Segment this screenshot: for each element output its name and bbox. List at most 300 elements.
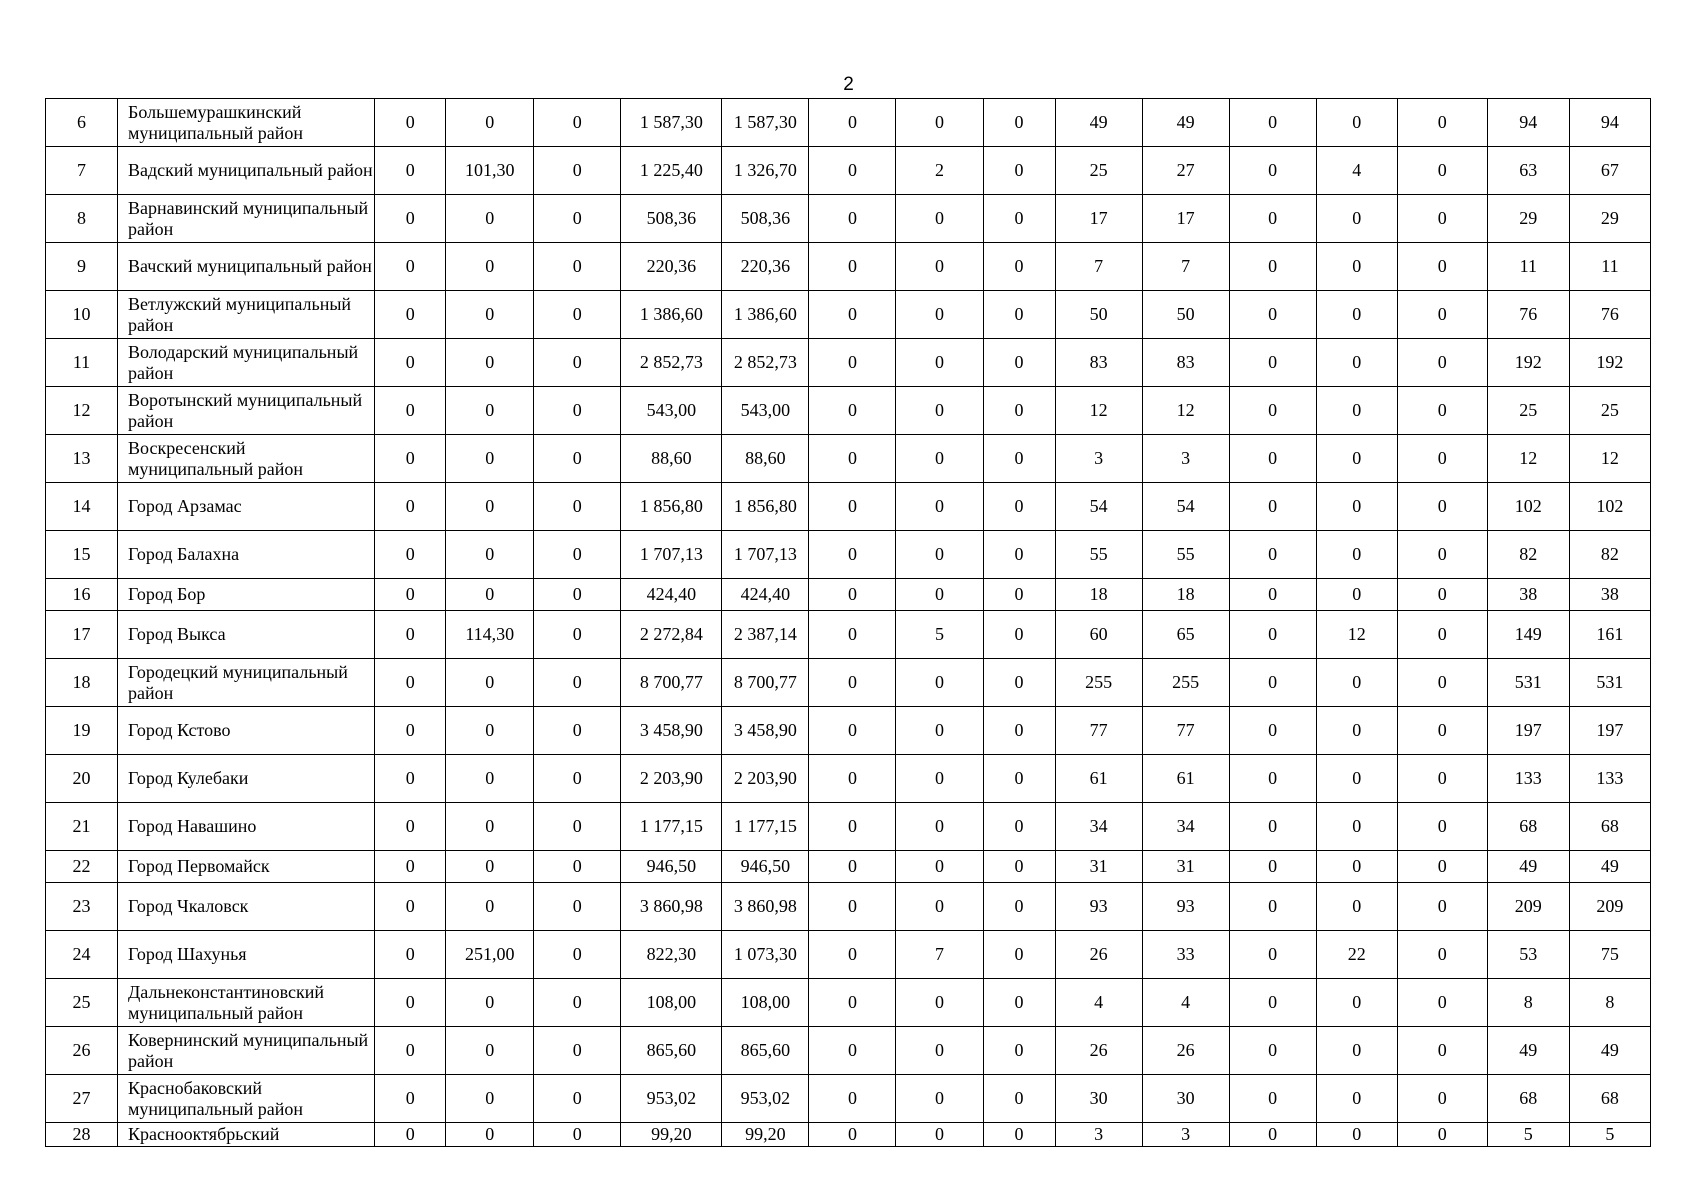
value-cell-c13: 0	[1397, 387, 1487, 435]
municipality-name: Город Бор	[118, 579, 375, 611]
value-cell-c9: 255	[1055, 659, 1142, 707]
value-cell-c2: 0	[446, 195, 534, 243]
value-cell-c14: 5	[1487, 1123, 1569, 1147]
value-cell-c15: 38	[1569, 579, 1650, 611]
value-cell-c7: 0	[896, 883, 983, 931]
value-cell-c8: 0	[983, 195, 1055, 243]
table-row	[46, 611, 1651, 659]
value-cell-c4: 2 203,90	[621, 755, 722, 803]
value-cell-c12: 0	[1316, 339, 1397, 387]
table-row	[46, 339, 1651, 387]
value-cell-c8: 0	[983, 531, 1055, 579]
value-cell-c6: 0	[809, 243, 896, 291]
value-cell-c10: 17	[1142, 195, 1229, 243]
table-row	[46, 147, 1651, 195]
value-cell-c10: 30	[1142, 1075, 1229, 1123]
value-cell-c4: 3 860,98	[621, 883, 722, 931]
value-cell-c6: 0	[809, 339, 896, 387]
value-cell-c1: 0	[375, 1123, 446, 1147]
value-cell-c14: 11	[1487, 243, 1569, 291]
value-cell-c15: 68	[1569, 803, 1650, 851]
value-cell-c12: 0	[1316, 579, 1397, 611]
row-number: 26	[46, 1027, 118, 1075]
value-cell-c15: 25	[1569, 387, 1650, 435]
value-cell-c6: 0	[809, 531, 896, 579]
value-cell-c9: 25	[1055, 147, 1142, 195]
value-cell-c13: 0	[1397, 979, 1487, 1027]
value-cell-c8: 0	[983, 339, 1055, 387]
table-row	[46, 851, 1651, 883]
table-row	[46, 979, 1651, 1027]
value-cell-c4: 865,60	[621, 1027, 722, 1075]
value-cell-c14: 12	[1487, 435, 1569, 483]
value-cell-c1: 0	[375, 483, 446, 531]
value-cell-c14: 133	[1487, 755, 1569, 803]
value-cell-c8: 0	[983, 1123, 1055, 1147]
value-cell-c1: 0	[375, 755, 446, 803]
value-cell-c8: 0	[983, 659, 1055, 707]
value-cell-c2: 0	[446, 387, 534, 435]
value-cell-c12: 0	[1316, 851, 1397, 883]
value-cell-c15: 76	[1569, 291, 1650, 339]
value-cell-c5: 8 700,77	[722, 659, 809, 707]
table-row	[46, 195, 1651, 243]
value-cell-c3: 0	[534, 579, 621, 611]
value-cell-c2: 101,30	[446, 147, 534, 195]
value-cell-c5: 99,20	[722, 1123, 809, 1147]
value-cell-c10: 50	[1142, 291, 1229, 339]
value-cell-c7: 5	[896, 611, 983, 659]
value-cell-c10: 61	[1142, 755, 1229, 803]
value-cell-c7: 7	[896, 931, 983, 979]
value-cell-c15: 68	[1569, 1075, 1650, 1123]
value-cell-c9: 4	[1055, 979, 1142, 1027]
row-number: 15	[46, 531, 118, 579]
value-cell-c9: 34	[1055, 803, 1142, 851]
value-cell-c7: 0	[896, 243, 983, 291]
table-row	[46, 755, 1651, 803]
row-number: 6	[46, 99, 118, 147]
value-cell-c2: 0	[446, 435, 534, 483]
value-cell-c3: 0	[534, 195, 621, 243]
value-cell-c12: 0	[1316, 531, 1397, 579]
value-cell-c11: 0	[1229, 243, 1316, 291]
value-cell-c12: 0	[1316, 707, 1397, 755]
value-cell-c10: 83	[1142, 339, 1229, 387]
municipality-name: Город Чкаловск	[118, 883, 375, 931]
value-cell-c1: 0	[375, 291, 446, 339]
value-cell-c11: 0	[1229, 1123, 1316, 1147]
row-number: 27	[46, 1075, 118, 1123]
value-cell-c4: 108,00	[621, 979, 722, 1027]
value-cell-c6: 0	[809, 147, 896, 195]
value-cell-c4: 1 707,13	[621, 531, 722, 579]
value-cell-c7: 0	[896, 387, 983, 435]
row-number: 19	[46, 707, 118, 755]
value-cell-c9: 3	[1055, 435, 1142, 483]
value-cell-c13: 0	[1397, 291, 1487, 339]
value-cell-c6: 0	[809, 435, 896, 483]
value-cell-c10: 27	[1142, 147, 1229, 195]
row-number: 21	[46, 803, 118, 851]
value-cell-c7: 0	[896, 707, 983, 755]
value-cell-c15: 94	[1569, 99, 1650, 147]
value-cell-c5: 3 860,98	[722, 883, 809, 931]
value-cell-c15: 192	[1569, 339, 1650, 387]
value-cell-c4: 1 177,15	[621, 803, 722, 851]
value-cell-c8: 0	[983, 99, 1055, 147]
value-cell-c13: 0	[1397, 611, 1487, 659]
value-cell-c7: 2	[896, 147, 983, 195]
value-cell-c9: 54	[1055, 483, 1142, 531]
municipality-name: Городецкий муниципальный район	[118, 659, 375, 707]
value-cell-c1: 0	[375, 1075, 446, 1123]
value-cell-c9: 26	[1055, 931, 1142, 979]
value-cell-c15: 49	[1569, 851, 1650, 883]
value-cell-c4: 220,36	[621, 243, 722, 291]
row-number: 25	[46, 979, 118, 1027]
value-cell-c9: 3	[1055, 1123, 1142, 1147]
value-cell-c3: 0	[534, 243, 621, 291]
value-cell-c8: 0	[983, 387, 1055, 435]
value-cell-c13: 0	[1397, 579, 1487, 611]
row-number: 28	[46, 1123, 118, 1147]
value-cell-c6: 0	[809, 883, 896, 931]
value-cell-c9: 12	[1055, 387, 1142, 435]
value-cell-c12: 0	[1316, 1123, 1397, 1147]
value-cell-c11: 0	[1229, 291, 1316, 339]
value-cell-c1: 0	[375, 99, 446, 147]
value-cell-c6: 0	[809, 195, 896, 243]
value-cell-c11: 0	[1229, 339, 1316, 387]
value-cell-c8: 0	[983, 147, 1055, 195]
value-cell-c13: 0	[1397, 1027, 1487, 1075]
value-cell-c5: 543,00	[722, 387, 809, 435]
value-cell-c1: 0	[375, 979, 446, 1027]
value-cell-c4: 1 587,30	[621, 99, 722, 147]
value-cell-c6: 0	[809, 483, 896, 531]
value-cell-c10: 3	[1142, 1123, 1229, 1147]
value-cell-c14: 102	[1487, 483, 1569, 531]
value-cell-c8: 0	[983, 579, 1055, 611]
municipality-name: Володарский муниципальный район	[118, 339, 375, 387]
value-cell-c5: 88,60	[722, 435, 809, 483]
value-cell-c12: 0	[1316, 755, 1397, 803]
value-cell-c1: 0	[375, 147, 446, 195]
value-cell-c1: 0	[375, 1027, 446, 1075]
value-cell-c5: 1 587,30	[722, 99, 809, 147]
value-cell-c4: 946,50	[621, 851, 722, 883]
value-cell-c13: 0	[1397, 339, 1487, 387]
value-cell-c12: 0	[1316, 387, 1397, 435]
value-cell-c15: 5	[1569, 1123, 1650, 1147]
value-cell-c11: 0	[1229, 483, 1316, 531]
value-cell-c12: 0	[1316, 1027, 1397, 1075]
value-cell-c3: 0	[534, 1027, 621, 1075]
value-cell-c9: 7	[1055, 243, 1142, 291]
value-cell-c12: 0	[1316, 99, 1397, 147]
value-cell-c3: 0	[534, 883, 621, 931]
value-cell-c5: 108,00	[722, 979, 809, 1027]
value-cell-c9: 55	[1055, 531, 1142, 579]
row-number: 13	[46, 435, 118, 483]
value-cell-c13: 0	[1397, 659, 1487, 707]
value-cell-c14: 149	[1487, 611, 1569, 659]
value-cell-c3: 0	[534, 483, 621, 531]
value-cell-c10: 49	[1142, 99, 1229, 147]
value-cell-c11: 0	[1229, 1075, 1316, 1123]
value-cell-c14: 49	[1487, 1027, 1569, 1075]
table-row	[46, 243, 1651, 291]
row-number: 7	[46, 147, 118, 195]
value-cell-c7: 0	[896, 291, 983, 339]
municipality-name: Воротынский муниципальный район	[118, 387, 375, 435]
value-cell-c13: 0	[1397, 435, 1487, 483]
value-cell-c4: 1 856,80	[621, 483, 722, 531]
table-row	[46, 803, 1651, 851]
value-cell-c5: 1 386,60	[722, 291, 809, 339]
value-cell-c14: 53	[1487, 931, 1569, 979]
value-cell-c7: 0	[896, 339, 983, 387]
value-cell-c12: 0	[1316, 435, 1397, 483]
row-number: 23	[46, 883, 118, 931]
value-cell-c15: 75	[1569, 931, 1650, 979]
municipality-name: Ковернинский муниципальный район	[118, 1027, 375, 1075]
value-cell-c3: 0	[534, 147, 621, 195]
value-cell-c5: 1 326,70	[722, 147, 809, 195]
value-cell-c2: 0	[446, 803, 534, 851]
value-cell-c15: 161	[1569, 611, 1650, 659]
value-cell-c10: 55	[1142, 531, 1229, 579]
value-cell-c11: 0	[1229, 883, 1316, 931]
value-cell-c3: 0	[534, 387, 621, 435]
value-cell-c13: 0	[1397, 531, 1487, 579]
municipality-name: Вадский муниципальный район	[118, 147, 375, 195]
value-cell-c6: 0	[809, 611, 896, 659]
value-cell-c13: 0	[1397, 99, 1487, 147]
value-cell-c1: 0	[375, 611, 446, 659]
municipality-name: Город Шахунья	[118, 931, 375, 979]
value-cell-c14: 76	[1487, 291, 1569, 339]
value-cell-c11: 0	[1229, 803, 1316, 851]
value-cell-c10: 54	[1142, 483, 1229, 531]
value-cell-c11: 0	[1229, 851, 1316, 883]
value-cell-c4: 2 272,84	[621, 611, 722, 659]
value-cell-c11: 0	[1229, 931, 1316, 979]
value-cell-c14: 63	[1487, 147, 1569, 195]
value-cell-c14: 49	[1487, 851, 1569, 883]
value-cell-c6: 0	[809, 291, 896, 339]
municipality-name: Дальнеконстантиновский муниципальный район	[118, 979, 375, 1027]
value-cell-c11: 0	[1229, 387, 1316, 435]
value-cell-c3: 0	[534, 659, 621, 707]
value-cell-c12: 0	[1316, 291, 1397, 339]
table-row	[46, 579, 1651, 611]
value-cell-c7: 0	[896, 99, 983, 147]
value-cell-c9: 49	[1055, 99, 1142, 147]
value-cell-c3: 0	[534, 1075, 621, 1123]
row-number: 20	[46, 755, 118, 803]
value-cell-c3: 0	[534, 755, 621, 803]
value-cell-c15: 197	[1569, 707, 1650, 755]
value-cell-c3: 0	[534, 707, 621, 755]
value-cell-c7: 0	[896, 803, 983, 851]
data-table	[45, 98, 1651, 1147]
value-cell-c7: 0	[896, 1027, 983, 1075]
value-cell-c7: 0	[896, 483, 983, 531]
value-cell-c8: 0	[983, 1075, 1055, 1123]
value-cell-c5: 220,36	[722, 243, 809, 291]
value-cell-c15: 8	[1569, 979, 1650, 1027]
value-cell-c14: 25	[1487, 387, 1569, 435]
value-cell-c5: 3 458,90	[722, 707, 809, 755]
value-cell-c13: 0	[1397, 483, 1487, 531]
value-cell-c8: 0	[983, 851, 1055, 883]
value-cell-c15: 29	[1569, 195, 1650, 243]
value-cell-c10: 255	[1142, 659, 1229, 707]
value-cell-c2: 114,30	[446, 611, 534, 659]
value-cell-c6: 0	[809, 1075, 896, 1123]
value-cell-c13: 0	[1397, 1075, 1487, 1123]
value-cell-c3: 0	[534, 291, 621, 339]
value-cell-c8: 0	[983, 707, 1055, 755]
value-cell-c13: 0	[1397, 1123, 1487, 1147]
table-row	[46, 1027, 1651, 1075]
value-cell-c6: 0	[809, 851, 896, 883]
value-cell-c12: 22	[1316, 931, 1397, 979]
value-cell-c10: 18	[1142, 579, 1229, 611]
value-cell-c8: 0	[983, 243, 1055, 291]
table-row	[46, 291, 1651, 339]
value-cell-c10: 31	[1142, 851, 1229, 883]
value-cell-c1: 0	[375, 707, 446, 755]
row-number: 17	[46, 611, 118, 659]
value-cell-c1: 0	[375, 531, 446, 579]
value-cell-c12: 0	[1316, 883, 1397, 931]
value-cell-c4: 424,40	[621, 579, 722, 611]
value-cell-c2: 0	[446, 243, 534, 291]
row-number: 24	[46, 931, 118, 979]
value-cell-c10: 7	[1142, 243, 1229, 291]
value-cell-c2: 0	[446, 883, 534, 931]
value-cell-c13: 0	[1397, 851, 1487, 883]
value-cell-c11: 0	[1229, 755, 1316, 803]
value-cell-c11: 0	[1229, 531, 1316, 579]
value-cell-c6: 0	[809, 931, 896, 979]
value-cell-c6: 0	[809, 755, 896, 803]
value-cell-c6: 0	[809, 803, 896, 851]
value-cell-c9: 60	[1055, 611, 1142, 659]
municipality-name: Город Выкса	[118, 611, 375, 659]
municipality-name: Воскресенский муниципальный район	[118, 435, 375, 483]
value-cell-c15: 67	[1569, 147, 1650, 195]
value-cell-c2: 0	[446, 483, 534, 531]
value-cell-c12: 0	[1316, 979, 1397, 1027]
municipality-name: Город Кстово	[118, 707, 375, 755]
value-cell-c14: 192	[1487, 339, 1569, 387]
value-cell-c13: 0	[1397, 803, 1487, 851]
value-cell-c1: 0	[375, 883, 446, 931]
value-cell-c15: 531	[1569, 659, 1650, 707]
table-row	[46, 531, 1651, 579]
value-cell-c11: 0	[1229, 611, 1316, 659]
value-cell-c10: 93	[1142, 883, 1229, 931]
municipality-name: Город Навашино	[118, 803, 375, 851]
value-cell-c8: 0	[983, 883, 1055, 931]
value-cell-c12: 0	[1316, 659, 1397, 707]
value-cell-c13: 0	[1397, 147, 1487, 195]
value-cell-c2: 251,00	[446, 931, 534, 979]
value-cell-c12: 12	[1316, 611, 1397, 659]
value-cell-c15: 133	[1569, 755, 1650, 803]
value-cell-c4: 543,00	[621, 387, 722, 435]
value-cell-c6: 0	[809, 979, 896, 1027]
value-cell-c8: 0	[983, 483, 1055, 531]
value-cell-c12: 0	[1316, 803, 1397, 851]
row-number: 10	[46, 291, 118, 339]
value-cell-c7: 0	[896, 1123, 983, 1147]
value-cell-c12: 0	[1316, 1075, 1397, 1123]
value-cell-c13: 0	[1397, 931, 1487, 979]
value-cell-c6: 0	[809, 707, 896, 755]
value-cell-c4: 99,20	[621, 1123, 722, 1147]
value-cell-c5: 424,40	[722, 579, 809, 611]
table-body	[46, 99, 1651, 1147]
value-cell-c5: 1 073,30	[722, 931, 809, 979]
value-cell-c8: 0	[983, 291, 1055, 339]
value-cell-c4: 3 458,90	[621, 707, 722, 755]
value-cell-c5: 953,02	[722, 1075, 809, 1123]
value-cell-c6: 0	[809, 387, 896, 435]
value-cell-c4: 8 700,77	[621, 659, 722, 707]
value-cell-c9: 61	[1055, 755, 1142, 803]
municipality-name: Город Кулебаки	[118, 755, 375, 803]
value-cell-c3: 0	[534, 1123, 621, 1147]
value-cell-c2: 0	[446, 99, 534, 147]
value-cell-c14: 29	[1487, 195, 1569, 243]
value-cell-c2: 0	[446, 1123, 534, 1147]
value-cell-c5: 2 852,73	[722, 339, 809, 387]
value-cell-c7: 0	[896, 851, 983, 883]
value-cell-c9: 18	[1055, 579, 1142, 611]
page-number: 2	[843, 74, 854, 95]
value-cell-c10: 4	[1142, 979, 1229, 1027]
value-cell-c4: 822,30	[621, 931, 722, 979]
table-row	[46, 435, 1651, 483]
value-cell-c7: 0	[896, 659, 983, 707]
value-cell-c10: 77	[1142, 707, 1229, 755]
value-cell-c15: 102	[1569, 483, 1650, 531]
value-cell-c1: 0	[375, 803, 446, 851]
value-cell-c14: 209	[1487, 883, 1569, 931]
value-cell-c9: 93	[1055, 883, 1142, 931]
value-cell-c6: 0	[809, 1123, 896, 1147]
value-cell-c6: 0	[809, 1027, 896, 1075]
value-cell-c9: 17	[1055, 195, 1142, 243]
value-cell-c6: 0	[809, 99, 896, 147]
value-cell-c4: 2 852,73	[621, 339, 722, 387]
value-cell-c11: 0	[1229, 99, 1316, 147]
value-cell-c9: 31	[1055, 851, 1142, 883]
value-cell-c11: 0	[1229, 195, 1316, 243]
value-cell-c9: 26	[1055, 1027, 1142, 1075]
value-cell-c14: 197	[1487, 707, 1569, 755]
value-cell-c4: 953,02	[621, 1075, 722, 1123]
row-number: 18	[46, 659, 118, 707]
municipality-name: Большемурашкинский муниципальный район	[118, 99, 375, 147]
value-cell-c8: 0	[983, 435, 1055, 483]
table-row	[46, 387, 1651, 435]
